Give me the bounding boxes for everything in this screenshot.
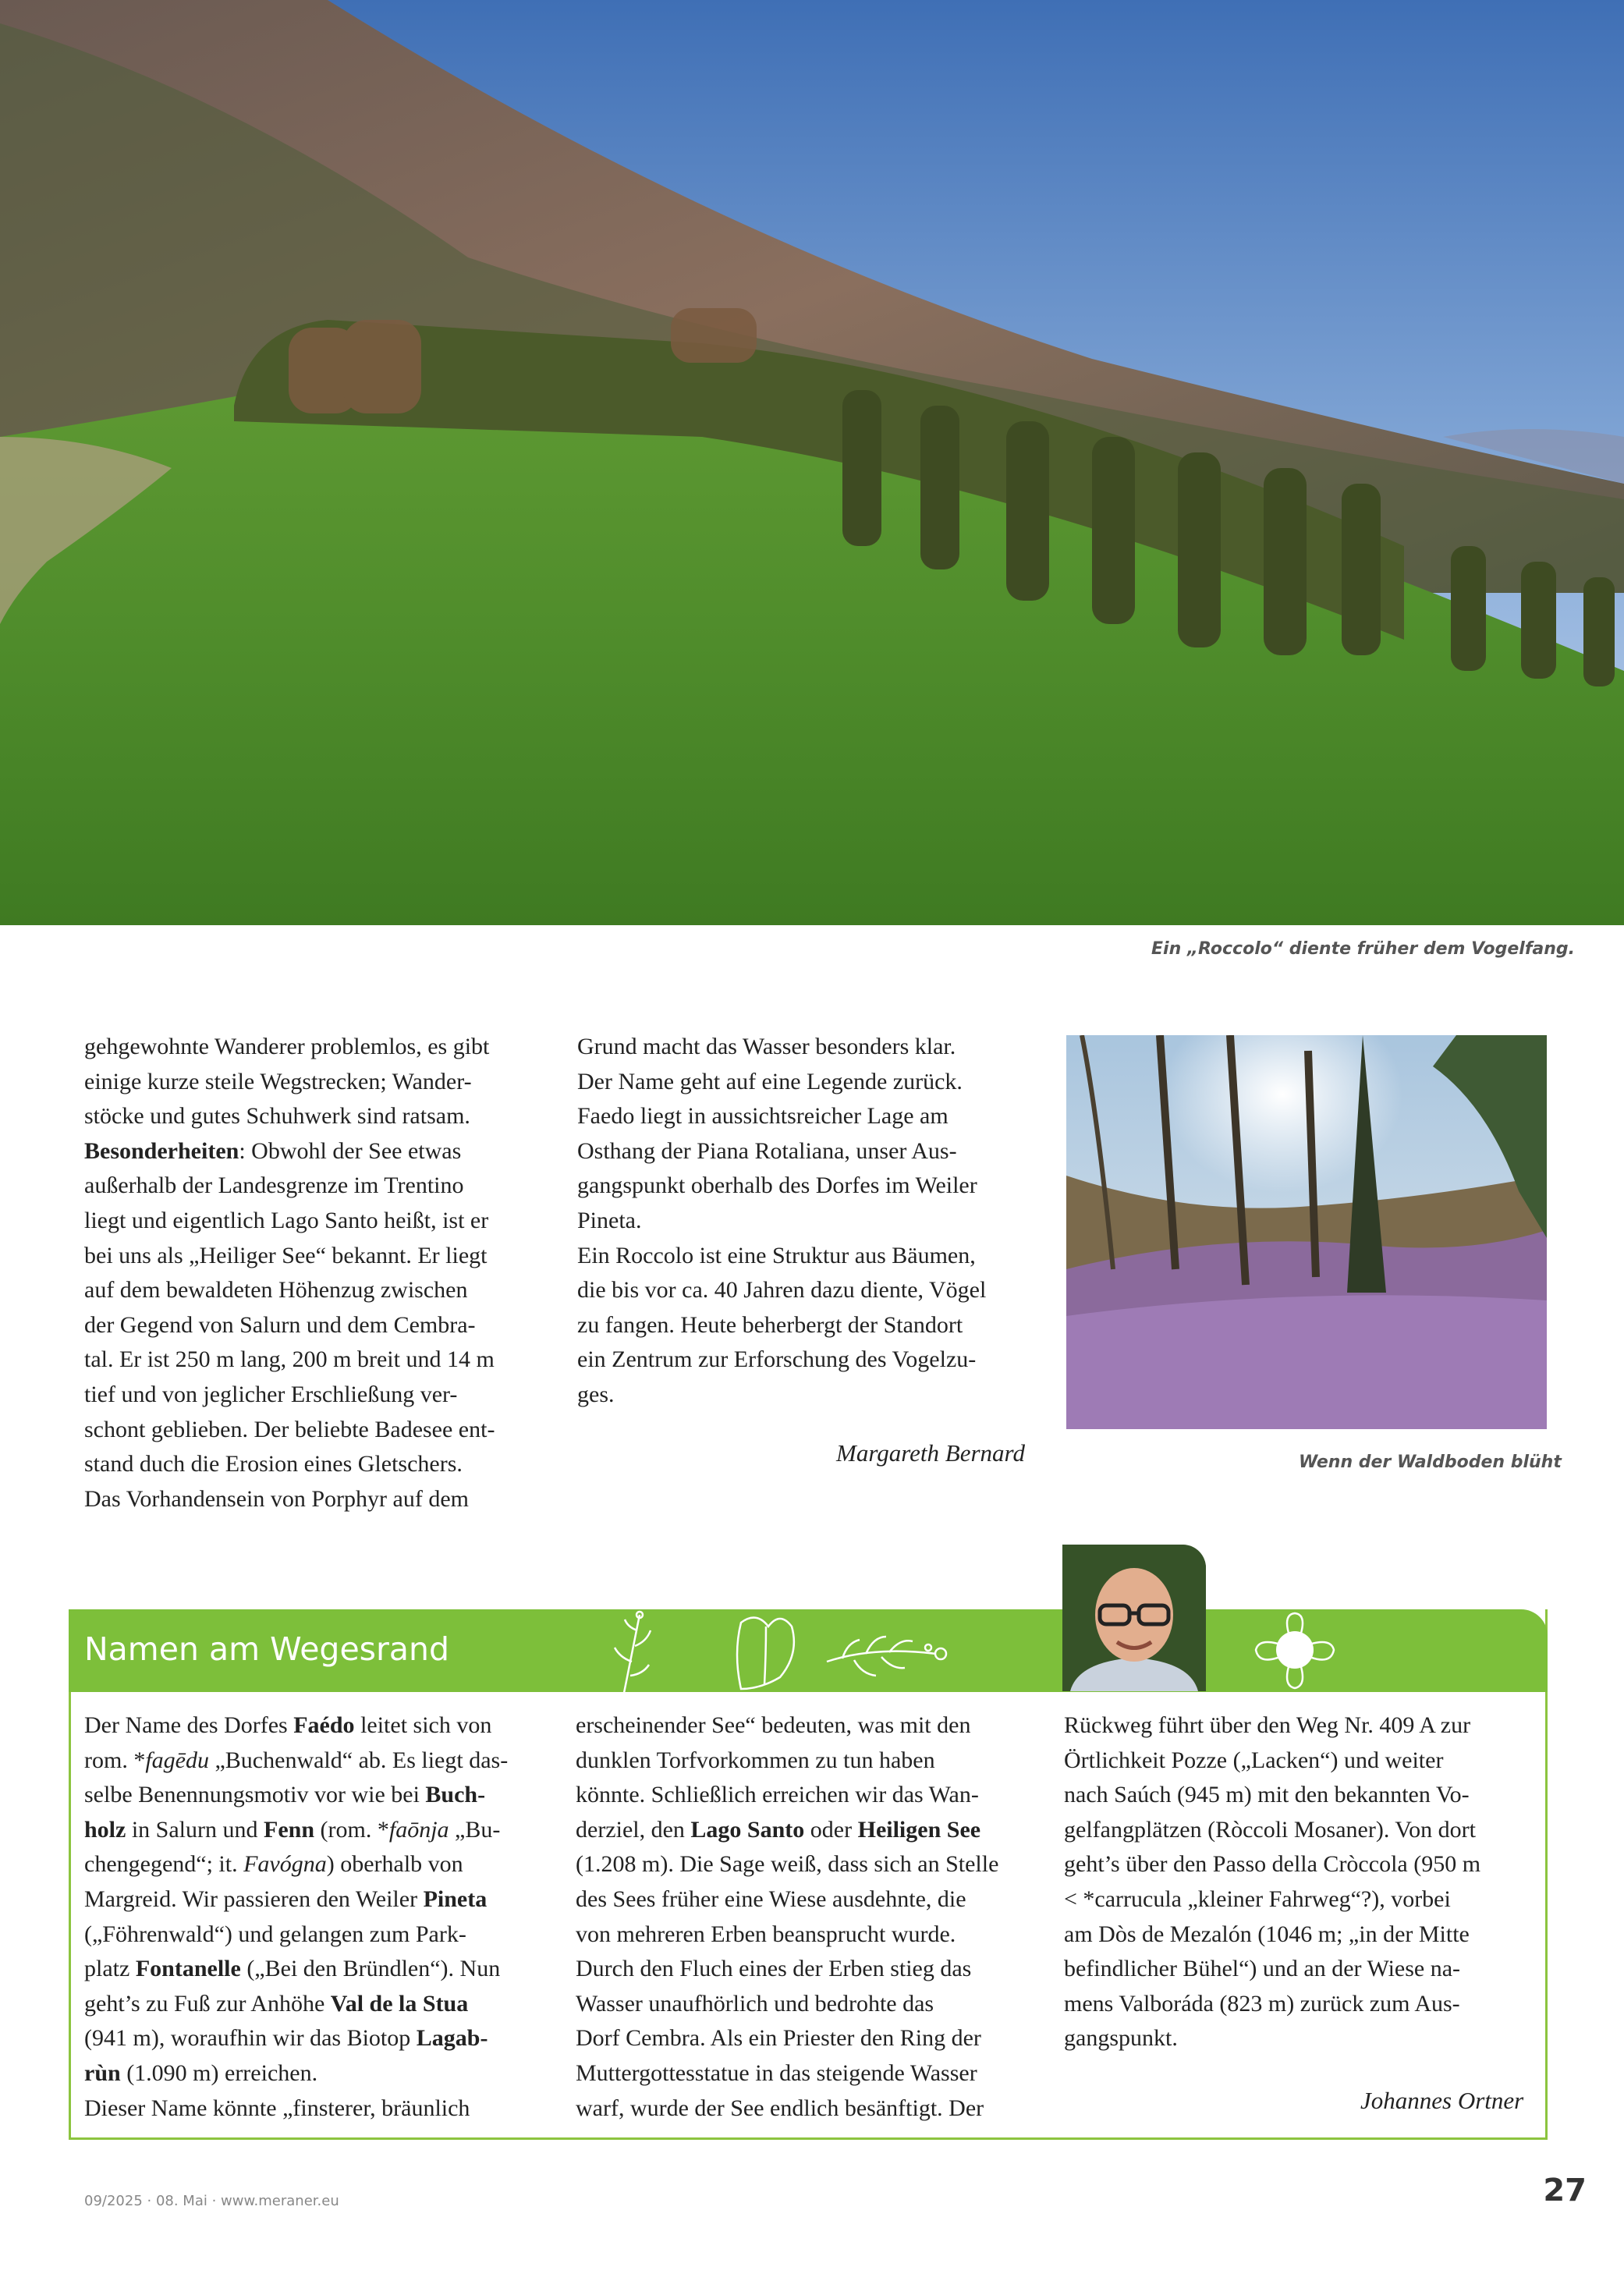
text-line: rom. *fagēdu „Buchenwald“ ab. Es liegt das- <box>84 1747 509 1773</box>
text-line: („Föhrenwald“) und gelangen zum Park- <box>84 1921 466 1947</box>
text-line: tal. Er ist 250 m lang, 200 m breit und 14 m <box>84 1346 495 1373</box>
names-column-1 <box>84 1708 552 2126</box>
text-line: der Gegend von Salurn und dem Cembra- <box>84 1311 476 1338</box>
text-line: Örtlichkeit Pozze („Lacken“) und weiter <box>1064 1747 1444 1773</box>
roccolo-landscape-image <box>0 0 1624 925</box>
article-column-1 <box>84 1030 552 1517</box>
names-column-3 <box>1064 1708 1532 2056</box>
flower-outline-icon <box>1248 1607 1342 1693</box>
page-number: 27 <box>1543 2173 1587 2208</box>
text-line: Durch den Fluch eines der Erben stieg das <box>576 1956 972 1982</box>
article-author: Margareth Bernard <box>836 1439 1025 1467</box>
text-line: Margreid. Wir passieren den Weiler Pineta <box>84 1885 488 1912</box>
text-line: stand duch die Erosion eines Gletschers. <box>84 1451 463 1478</box>
text-line: einige kurze steile Wegstrecken; Wander- <box>84 1068 472 1094</box>
text-line: Das Vorhandensein von Porphyr auf dem <box>84 1485 469 1512</box>
photo-caption: Wenn der Waldboden blüht <box>1299 1453 1562 1472</box>
text-line: (941 m), woraufhin wir das Biotop Lagab- <box>84 2025 488 2052</box>
article-column-2 <box>577 1030 1045 1413</box>
text-line: die bis vor ca. 40 Jahren dazu diente, Vögel <box>577 1277 987 1304</box>
text-line: geht’s zu Fuß zur Anhöhe Val de la Stua <box>84 1990 469 2017</box>
text-line: gangspunkt oberhalb des Dorfes im Weiler <box>577 1172 977 1199</box>
text-line: Osthang der Piana Rotaliana, unser Aus- <box>577 1137 957 1164</box>
text-line: Rückweg führt über den Weg Nr. 409 A zur <box>1064 1712 1471 1738</box>
heather-forest-image <box>1066 1035 1547 1429</box>
names-column-2 <box>576 1708 1044 2126</box>
hero-photo <box>0 0 1624 925</box>
text-line: könnte. Schließlich erreichen wir das Wan- <box>576 1782 979 1808</box>
hero-caption: Ein „Roccolo“ diente früher dem Vogelfang. <box>1151 939 1576 959</box>
text-line: Dieser Name könnte „finsterer, bräunlich <box>84 2095 470 2121</box>
text-line: tief und von jeglicher Erschließung ver- <box>84 1381 458 1407</box>
text-line: bei uns als „Heiliger See“ bekannt. Er liegt <box>84 1242 488 1268</box>
keyword: Besonderheiten <box>84 1137 239 1164</box>
text-line: holz in Salurn und Fenn (rom. *faōnja „Bu- <box>84 1816 501 1843</box>
text-line: Faedo liegt in aussichtsreicher Lage am <box>577 1103 949 1130</box>
author-portrait <box>1062 1545 1206 1691</box>
text-line: < *carrucula „kleiner Fahrweg“?), vorbei <box>1064 1885 1451 1912</box>
text-line: Besonderheiten: Obwohl der See etwas <box>84 1137 462 1164</box>
text-line: gehgewohnte Wanderer problemlos, es gibt <box>84 1034 490 1059</box>
text-line: Muttergottesstatue in das steigende Wasser <box>576 2059 977 2086</box>
text-line: gelfangplätzen (Ròccoli Mosaner). Von dort <box>1064 1816 1476 1843</box>
floral-decoration-icon <box>601 1607 1037 1697</box>
names-box-title: Namen am Wegesrand <box>84 1630 450 1668</box>
text-line: auf dem bewaldeten Höhenzug zwischen <box>84 1277 468 1304</box>
text-line: rùn (1.090 m) erreichen. <box>84 2059 318 2086</box>
text-line: ein Zentrum zur Erforschung des Vogelzu- <box>577 1346 977 1373</box>
text-line: am Dòs de Mezalón (1046 m; „in der Mitte <box>1064 1921 1470 1947</box>
text-line: von mehreren Erben beansprucht wurde. <box>576 1921 956 1947</box>
heather-forest-photo <box>1066 1035 1547 1429</box>
text-line: Der Name des Dorfes Faédo leitet sich von <box>84 1712 492 1738</box>
text-line: dunklen Torfvorkommen zu tun haben <box>576 1747 935 1773</box>
text-line: Der Name geht auf eine Legende zurück. <box>577 1068 963 1094</box>
text-line: chengegend“; it. Favógna) oberhalb von <box>84 1851 463 1878</box>
text-line: derziel, den Lago Santo oder Heiligen See <box>576 1816 981 1843</box>
text-line: Ein Roccolo ist eine Struktur aus Bäumen, <box>577 1242 976 1268</box>
text-line: außerhalb der Landesgrenze im Trentino <box>84 1172 464 1199</box>
text-line: Pineta. <box>577 1207 642 1233</box>
text-line: geht’s über den Passo della Cròccola (950 m <box>1064 1851 1481 1878</box>
text-line: (1.208 m). Die Sage weiß, dass sich an Stelle <box>576 1851 999 1878</box>
names-author: Johannes Ortner <box>1360 2087 1524 2114</box>
text-line: gangspunkt. <box>1064 2025 1178 2052</box>
footer-meta: 09/2025 · 08. Mai · www.meraner.eu <box>84 2193 339 2209</box>
text-line: schont geblieben. Der beliebte Badesee ent- <box>84 1416 495 1442</box>
text-line: befindlicher Bühel“) und an der Wiese na- <box>1064 1956 1461 1982</box>
text-line: stöcke und gutes Schuhwerk sind ratsam. <box>84 1103 470 1130</box>
text-line: erscheinender See“ bedeuten, was mit den <box>576 1712 971 1738</box>
text-line: liegt und eigentlich Lago Santo heißt, ist er <box>84 1207 489 1233</box>
text-line: platz Fontanelle („Bei den Bründlen“). Nun <box>84 1956 501 1982</box>
text-line: selbe Benennungsmotiv vor wie bei Buch- <box>84 1782 486 1808</box>
text-line: des Sees früher eine Wiese ausdehnte, die <box>576 1885 966 1912</box>
avatar <box>1062 1545 1206 1691</box>
text-line: warf, wurde der See endlich besänftigt. Der <box>576 2095 984 2121</box>
text-line: Grund macht das Wasser besonders klar. <box>577 1034 956 1059</box>
text-line: Dorf Cembra. Als ein Priester den Ring der <box>576 2025 981 2052</box>
text-line: ges. <box>577 1381 615 1407</box>
text-line: Wasser unaufhörlich und bedrohte das <box>576 1990 934 2017</box>
text-line: zu fangen. Heute beherbergt der Standort <box>577 1311 963 1338</box>
text-line: nach Saúch (945 m) mit den bekannten Vo- <box>1064 1782 1470 1808</box>
text-line: mens Valboráda (823 m) zurück zum Aus- <box>1064 1990 1460 2017</box>
